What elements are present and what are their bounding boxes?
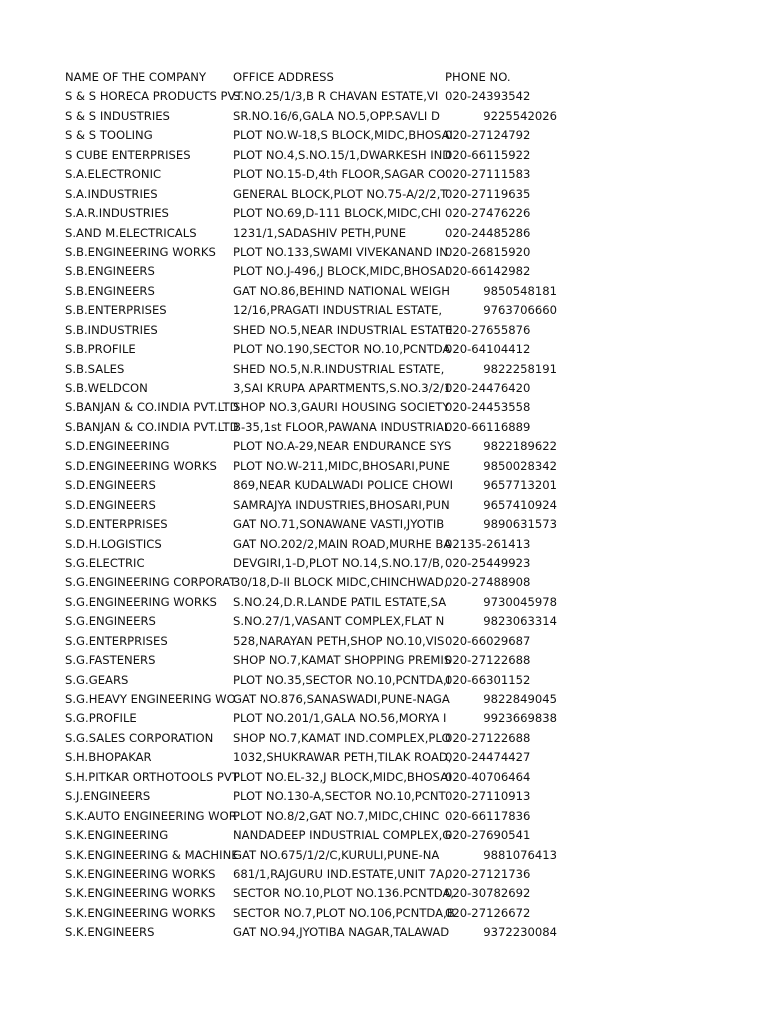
phone-number-cell: 9850548181 [483,283,557,298]
office-address-cell: 869,NEAR KUDALWADI POLICE CHOWI [233,478,454,493]
office-address-cell: PLOT NO.4,S.NO.15/1,DWARKESH IND [233,147,452,162]
company-name-cell: S.K.ENGINEERING WORKS [65,886,216,901]
table-row [65,709,765,728]
office-address-cell: GAT NO.202/2,MAIN ROAD,MURHE BA [233,536,452,551]
phone-number-cell: 9822258191 [483,361,557,376]
phone-number-cell: 020-27121736 [445,866,531,881]
table-row [65,107,765,126]
table-row [65,165,765,184]
phone-number-cell: 020-27110913 [445,789,531,804]
table-row [65,398,765,417]
table-row [65,846,765,865]
table-row [65,379,765,398]
phone-number-cell: 9657713201 [483,478,557,493]
company-name-cell: S.D.ENGINEERING [65,439,170,454]
phone-number-cell: 9225542026 [483,108,557,123]
table-row [65,768,765,787]
office-address-cell: PLOT NO.69,D-111 BLOCK,MIDC,CHI [233,206,442,221]
office-address-cell: S.NO.27/1,VASANT COMPLEX,FLAT N [233,614,445,629]
table-row [65,515,765,534]
office-address-cell: 1231/1,SADASHIV PETH,PUNE [233,225,407,240]
office-address-cell: SHED NO.5,N.R.INDUSTRIAL ESTATE, [233,361,445,376]
table-row [65,884,765,903]
phone-number-cell: 02135-261413 [445,536,531,551]
phone-number-cell: 9823063314 [483,614,557,629]
table-row [65,826,765,845]
office-address-cell: NANDADEEP INDUSTRIAL COMPLEX,G [233,828,452,843]
table-row [65,476,765,495]
table-row [65,865,765,884]
office-address-cell: PLOT NO.EL-32,J BLOCK,MIDC,BHOSAI [233,769,452,784]
company-name-cell: S.A.ELECTRONIC [65,167,162,182]
column-header-company-name: NAME OF THE COMPANY [65,70,207,84]
office-address-cell: 12/16,PRAGATI INDUSTRIAL ESTATE, [233,303,443,318]
company-name-cell: S.G.ENTERPRISES [65,633,168,648]
table-row [65,612,765,631]
office-address-cell: S.NO.25/1/3,B R CHAVAN ESTATE,VI [233,89,439,104]
office-address-cell: SR.NO.16/6,GALA NO.5,OPP.SAVLI D [233,108,440,123]
office-address-cell: SECTOR NO.10,PLOT NO.136.PCNTDA, [233,886,455,901]
company-name-cell: S.B.ENGINEERS [65,264,155,279]
table-row [65,904,765,923]
company-name-cell: S & S INDUSTRIES [65,108,170,123]
phone-number-cell: 020-24485286 [445,225,531,240]
office-address-cell: 681/1,RAJGURU IND.ESTATE,UNIT 7A, [233,866,448,881]
phone-number-cell: 020-24474427 [445,750,531,765]
company-name-cell: S.D.ENGINEERING WORKS [65,458,217,473]
phone-number-cell: 020-66029687 [445,633,531,648]
office-address-cell: GAT NO.94,JYOTIBA NAGAR,TALAWAD [233,925,450,940]
office-address-cell: PLOT NO.190,SECTOR NO.10,PCNTDA [233,342,451,357]
table-row [65,418,765,437]
table-row [65,748,765,767]
phone-number-cell: 020-27122688 [445,653,531,668]
company-name-cell: S.G.HEAVY ENGINEERING WO [65,692,236,706]
office-address-cell: 528,NARAYAN PETH,SHOP NO.10,VIS [233,633,445,648]
phone-number-cell: 020-66116889 [445,419,531,434]
company-name-cell: S.A.R.INDUSTRIES [65,206,169,221]
phone-number-cell: 020-66115922 [445,147,531,162]
company-name-cell: S.G.ENGINEERING CORPORAT [65,575,237,590]
office-address-cell: GENERAL BLOCK,PLOT NO.75-A/2/2,T [233,186,448,201]
office-address-cell: 30/18,D-II BLOCK MIDC,CHINCHWAD, [233,575,448,590]
table-row [65,593,765,612]
office-address-cell: PLOT NO.130-A,SECTOR NO.10,PCNT [233,789,446,804]
table-row [65,496,765,515]
phone-number-cell: 020-26815920 [445,244,531,259]
company-name-cell: S.K.ENGINEERING WORKS [65,866,216,881]
company-name-cell: S.B.WELDCON [65,381,148,395]
office-address-cell: PLOT NO.15-D,4th FLOOR,SAGAR CO [233,167,446,182]
company-name-cell: S.G.SALES CORPORATION [65,730,214,745]
table-row [65,204,765,223]
table-row [65,301,765,320]
table-row [65,554,765,573]
company-name-cell: S.B.PROFILE [65,342,136,357]
phone-number-cell: 020-27124792 [445,128,531,143]
office-address-cell: B-35,1st FLOOR,PAWANA INDUSTRIAL [233,419,451,434]
company-name-cell: S.A.INDUSTRIES [65,186,158,201]
company-name-cell: S.B.ENGINEERS [65,283,155,298]
phone-number-cell: 020-27488908 [445,575,531,590]
table-row [65,632,765,651]
column-header-office-address: OFFICE ADDRESS [233,70,334,84]
office-address-cell: S.NO.24,D.R.LANDE PATIL ESTATE,SA [233,594,447,609]
company-name-cell: S.B.SALES [65,361,125,376]
table-row [65,321,765,340]
phone-number-cell: 020-24453558 [445,400,531,415]
company-name-cell: S.K.ENGINEERING & MACHINE [65,847,239,862]
office-address-cell: PLOT NO.201/1,GALA NO.56,MORYA I [233,711,447,726]
office-address-cell: PLOT NO.8/2,GAT NO.7,MIDC,CHINC [233,808,440,823]
company-name-cell: S.B.INDUSTRIES [65,322,158,337]
table-row [65,262,765,281]
table-row [65,807,765,826]
company-name-cell: S & S HORECA PRODUCTS PVT [65,89,243,104]
phone-number-cell: 9923669838 [483,711,557,726]
table-row [65,437,765,456]
table-row [65,651,765,670]
table-row [65,87,765,106]
office-address-cell: PLOT NO.J-496,J BLOCK,MIDC,BHOSAI [233,264,449,279]
office-address-cell: PLOT NO.W-211,MIDC,BHOSARI,PUNE [233,458,451,473]
phone-number-cell: 9850028342 [483,458,557,473]
company-name-cell: S.D.ENGINEERS [65,478,156,493]
phone-number-cell: 020-25449923 [445,555,531,570]
phone-number-cell: 9657410924 [483,497,557,512]
table-row [65,340,765,359]
company-name-cell: S.D.ENTERPRISES [65,517,168,532]
phone-number-cell: 9890631573 [483,517,557,532]
column-header-phone: PHONE NO. [445,70,511,84]
office-address-cell: 3,SAI KRUPA APARTMENTS,S.NO.3/2/1 [233,381,452,395]
company-name-cell: S.H.BHOPAKAR [65,750,152,765]
company-name-cell: S.G.ENGINEERS [65,614,156,629]
office-address-cell: SECTOR NO.7,PLOT NO.106,PCNTDA,B [233,905,455,920]
company-name-cell: S.J.ENGINEERS [65,789,151,804]
phone-number-cell: 9881076413 [483,847,557,862]
company-name-cell: S.G.ELECTRIC [65,555,145,570]
company-name-cell: S.BANJAN & CO.INDIA PVT.LTD [65,400,239,415]
company-name-cell: S.K.ENGINEERING [65,828,169,843]
office-address-cell: GAT NO.876,SANASWADI,PUNE-NAGA [233,692,450,706]
table-row [65,535,765,554]
table-row [65,224,765,243]
phone-number-cell: 020-24476420 [445,381,531,395]
table-row [65,243,765,262]
phone-number-cell: 020-27122688 [445,730,531,745]
phone-number-cell: 020-27690541 [445,828,531,843]
office-address-cell: SHOP NO.3,GAURI HOUSING SOCIETY [233,400,450,415]
office-address-cell: DEVGIRI,1-D,PLOT NO.14,S.NO.17/B, [233,555,444,570]
company-name-cell: S.G.GEARS [65,672,129,687]
table-header [65,68,765,87]
phone-number-cell: 020-27655876 [445,322,531,337]
phone-number-cell: 9822189622 [483,439,557,454]
company-name-cell: S.G.ENGINEERING WORKS [65,594,217,609]
company-name-cell: S CUBE ENTERPRISES [65,147,191,162]
company-name-cell: S.BANJAN & CO.INDIA PVT.LTD [65,419,239,434]
phone-number-cell: 020-66301152 [445,672,531,687]
phone-number-cell: 020-66117836 [445,808,531,823]
company-name-cell: S.G.FASTENERS [65,653,156,668]
table-row [65,690,765,709]
office-address-cell: SHOP NO.7,KAMAT IND.COMPLEX,PLO [233,730,451,745]
office-address-cell: SHED NO.5,NEAR INDUSTRIAL ESTATE [233,322,453,337]
phone-number-cell: 020-66142982 [445,264,531,279]
phone-number-cell: 9822849045 [483,692,557,706]
table-row [65,671,765,690]
table-row [65,360,765,379]
phone-number-cell: 020-27126672 [445,905,531,920]
table-row [65,923,765,942]
phone-number-cell: 020-27476226 [445,206,531,221]
table-row [65,457,765,476]
company-name-cell: S & S TOOLING [65,128,153,143]
phone-number-cell: 9730045978 [483,594,557,609]
phone-number-cell: 9763706660 [483,303,557,318]
phone-number-cell: 9372230084 [483,925,557,940]
table-row [65,729,765,748]
phone-number-cell: 020-30782692 [445,886,531,901]
company-table [65,68,765,943]
company-name-cell: S.K.ENGINEERS [65,925,155,940]
company-name-cell: S.H.PITKAR ORTHOTOOLS PVT [65,769,239,784]
company-name-cell: S.G.PROFILE [65,711,137,726]
phone-number-cell: 020-40706464 [445,769,531,784]
office-address-cell: PLOT NO.133,SWAMI VIVEKANAND IN [233,244,448,259]
office-address-cell: GAT NO.86,BEHIND NATIONAL WEIGH [233,283,450,298]
table-row [65,185,765,204]
office-address-cell: GAT NO.675/1/2/C,KURULI,PUNE-NA [233,847,440,862]
office-address-cell: PLOT NO.A-29,NEAR ENDURANCE SYS [233,439,452,454]
company-name-cell: S.D.ENGINEERS [65,497,156,512]
table-row [65,126,765,145]
office-address-cell: PLOT NO.W-18,S BLOCK,MIDC,BHOSAI [233,128,453,143]
office-address-cell: PLOT NO.35,SECTOR NO.10,PCNTDA,I [233,672,451,687]
table-row [65,573,765,592]
company-name-cell: S.D.H.LOGISTICS [65,536,162,551]
company-name-cell: S.B.ENGINEERING WORKS [65,244,216,259]
table-row [65,146,765,165]
phone-number-cell: 020-27111583 [445,167,531,182]
office-address-cell: SAMRAJYA INDUSTRIES,BHOSARI,PUN [233,497,450,512]
phone-number-cell: 020-64104412 [445,342,531,357]
company-name-cell: S.B.ENTERPRISES [65,303,167,318]
office-address-cell: GAT NO.71,SONAWANE VASTI,JYOTIB [233,517,445,532]
company-name-cell: S.K.ENGINEERING WORKS [65,905,216,920]
table-body [65,87,765,942]
phone-number-cell: 020-24393542 [445,89,531,104]
company-name-cell: S.AND M.ELECTRICALS [65,225,197,240]
office-address-cell: 1032,SHUKRAWAR PETH,TILAK ROAD, [233,750,452,765]
table-row [65,282,765,301]
phone-number-cell: 020-27119635 [445,186,531,201]
table-row [65,787,765,806]
office-address-cell: SHOP NO.7,KAMAT SHOPPING PREMIS [233,653,452,668]
company-name-cell: S.K.AUTO ENGINEERING WOR [65,808,237,823]
